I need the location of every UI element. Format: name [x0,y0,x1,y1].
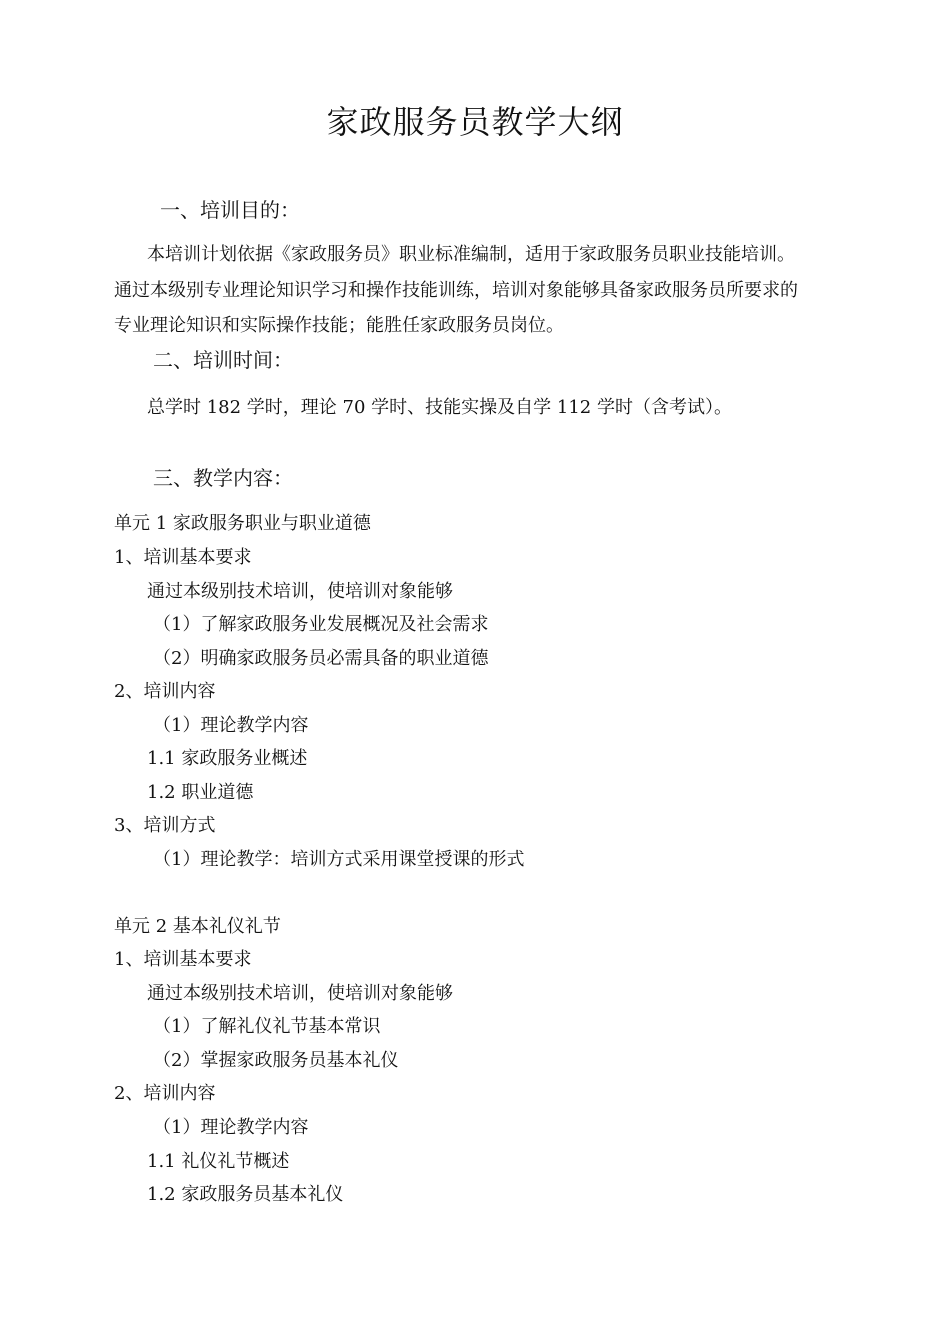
list-item: （2）掌握家政服务员基本礼仪 [153,1050,399,1071]
section-heading-purpose: 一、培训目的： [160,198,300,222]
unit-1-requirements-heading: 1、培训基本要求 [114,547,252,568]
paragraph-line: 本培训计划依据《家政服务员》职业标准编制，适用于家政服务员职业技能培训。 [147,244,795,265]
unit-1-title: 单元 1 家政服务职业与职业道德 [114,513,371,534]
list-item: （1）了解礼仪礼节基本常识 [153,1016,381,1037]
list-item: 1.2 家政服务员基本礼仪 [147,1184,344,1205]
unit-2-requirements-heading: 1、培训基本要求 [114,949,252,970]
section-heading-time: 二、培训时间： [153,348,293,372]
unit-2-content-heading: 2、培训内容 [114,1083,216,1104]
unit-1-content-sub: （1）理论教学内容 [153,715,309,736]
paragraph-line: 专业理论知识和实际操作技能；能胜任家政服务员岗位。 [114,315,564,336]
list-item: （2）明确家政服务员必需具备的职业道德 [153,648,489,669]
paragraph-line: 通过本级别专业理论知识学习和操作技能训练，培训对象能够具备家政服务员所要求的 [114,280,798,301]
unit-1-requirements-intro: 通过本级别技术培训，使培训对象能够 [147,581,453,602]
section-heading-content: 三、教学内容： [153,466,293,490]
document-title: 家政服务员教学大纲 [326,103,624,141]
list-item: 1.1 礼仪礼节概述 [147,1151,290,1172]
unit-2-requirements-intro: 通过本级别技术培训，使培训对象能够 [147,983,453,1004]
unit-1-method-heading: 3、培训方式 [114,815,216,836]
list-item: （1）了解家政服务业发展概况及社会需求 [153,614,489,635]
list-item: 1.1 家政服务业概述 [147,748,308,769]
unit-2-title: 单元 2 基本礼仪礼节 [114,916,281,937]
training-hours-text: 总学时 182 学时，理论 70 学时、技能实操及自学 112 学时（含考试）。 [147,397,732,418]
list-item: 1.2 职业道德 [147,782,254,803]
unit-2-content-sub: （1）理论教学内容 [153,1117,309,1138]
unit-1-method-item: （1）理论教学：培训方式采用课堂授课的形式 [153,849,525,870]
unit-1-content-heading: 2、培训内容 [114,681,216,702]
